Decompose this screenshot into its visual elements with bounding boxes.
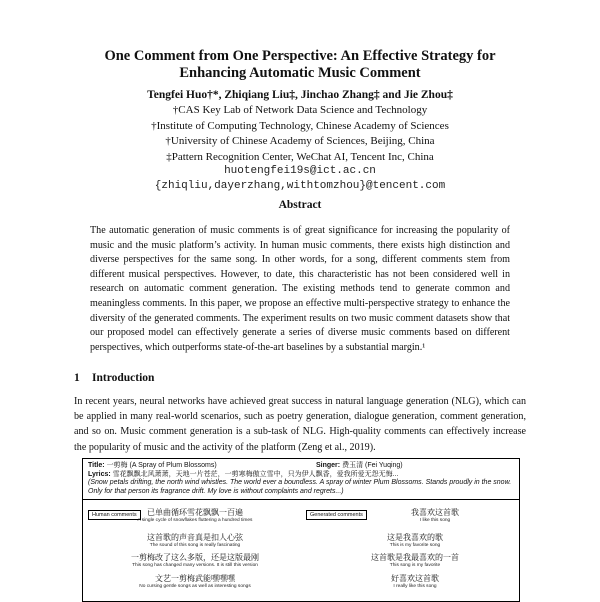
human-comment-cn: 文艺一剪梅武能嘿嘿嘿 [155,574,235,583]
singer-label: Singer: [316,462,341,469]
email-line: huotengfei19s@ict.ac.cn [224,165,376,177]
affiliations [60,103,540,165]
author-emails [60,164,540,194]
song-title: 一剪梅 (A Spray of Plum Blossoms) [106,462,217,469]
abstract-heading: Abstract [278,199,322,211]
human-comment-cn: 一剪梅改了这么多版，还是这版最刚 [131,553,259,562]
human-comment-en: The sound of this song is really fascinating [149,543,241,548]
human-comment-en: This song has changed many versions. It is still this version [132,563,258,568]
lyrics-translation: Only for that person its fragrance drift. My love is without complaints and regrets...) [88,487,344,495]
affiliation-line: †University of Chinese Academy of Sciences, Beijing, China [165,135,435,147]
human-comment-en: A single cycle of snowflakes fluttering a hundred times [137,518,253,523]
lyrics-label: Lyrics: [88,470,111,478]
email-line: {zhiqliu,dayerzhang,withtomzhou}@tencent.com [154,180,446,192]
generated-comments-label: Generated comments [306,510,367,520]
introduction-text: In recent years, neural networks have achieved great success in natural language generation (NLG), which can be applied in many real-world scenarios, such as poetry generation, dialogue generation, comment generation, and so on. Music comment generation is a sub-task of NLG. High-quality comments can effectively increase the popularity of music and the activity of the platform (Zeng et al., 2019). [74,396,526,453]
figure-song-info [88,462,514,496]
abstract-text: The automatic generation of music comments is of great significance for increasing the popularity of music and the music platform’s activity. In human music comments, there exists high distinction and diverse perspectives for the same song. In other words, for a song, different comments stem from different musical perspectives. However, to date, this characteristic has not been considered well in research on automatic comment generation. The existing methods tend to generate common and meaningless comments. In this paper, we propose an effective multi-perspective strategy to enhance the diversity of the generated comments. The experiment results on two music comment datasets show that our proposed model can effectively generate a series of diverse music comments based on different perspectives, which outperforms state-of-the-art baselines by a substantial margin.¹ [90,225,510,353]
singer-name: 费玉清 (Fei Yuqing) [342,462,403,469]
generated-comment-en: I like this song [419,518,451,523]
affiliation-line: †CAS Key Lab of Network Data Science and Technology [172,104,428,116]
author-list: Tengfei Huo†*, Zhiqiang Liu‡, Jinchao Zhang‡ and Jie Zhou‡ [147,89,453,101]
example-figure [82,458,520,602]
human-comment-cn: 已单曲循环雪花飘飘一百遍 [147,508,243,517]
generated-comment-cn: 我喜欢这首歌 [411,508,459,517]
paper-title [60,48,540,82]
title-line-2: Enhancing Automatic Music Comment [179,65,421,81]
section-number: 1 [74,372,80,384]
human-comment-cn: 这首歌的声音真是扣人心弦 [147,533,243,542]
generated-comment-en: I really like this song [393,584,437,589]
title-label: Title: [88,462,105,469]
generated-comment-cn: 好喜欢这首歌 [391,574,439,583]
generated-comment-en: This song is my favorite [389,563,441,568]
generated-comment-en: This is my favorite song [389,543,441,548]
section-title: Introduction [92,372,155,384]
human-comments-label: Human comments [88,510,141,520]
generated-comment-cn: 这首歌是我最喜欢的一首 [371,553,459,562]
lyrics-text: 雪花飘飘北风萧萧，天地一片苍茫，一剪寒梅傲立雪中，只为伊人飘香，爱我所爱无怨无悔... [112,470,399,478]
human-comment-en: No cursing gentle songs as well as interesting songs [139,584,251,589]
figure-divider [83,499,519,500]
section-heading-introduction [74,372,154,384]
affiliation-line: †Institute of Computing Technology, Chinese Academy of Sciences [151,119,449,132]
lyrics-translation: (Snow petals drifting, the north wind whistles. The world ever a boundless. A spray of winter Plum Blossoms. Stands proudly in the snow. [88,479,512,487]
affiliation-line: ‡Pattern Recognition Center, WeChat AI, Tencent Inc, China [166,150,434,163]
generated-comment-cn: 这是我喜欢的歌 [387,533,443,542]
title-line-1: One Comment from One Perspective: An Effective Strategy for [104,48,496,64]
